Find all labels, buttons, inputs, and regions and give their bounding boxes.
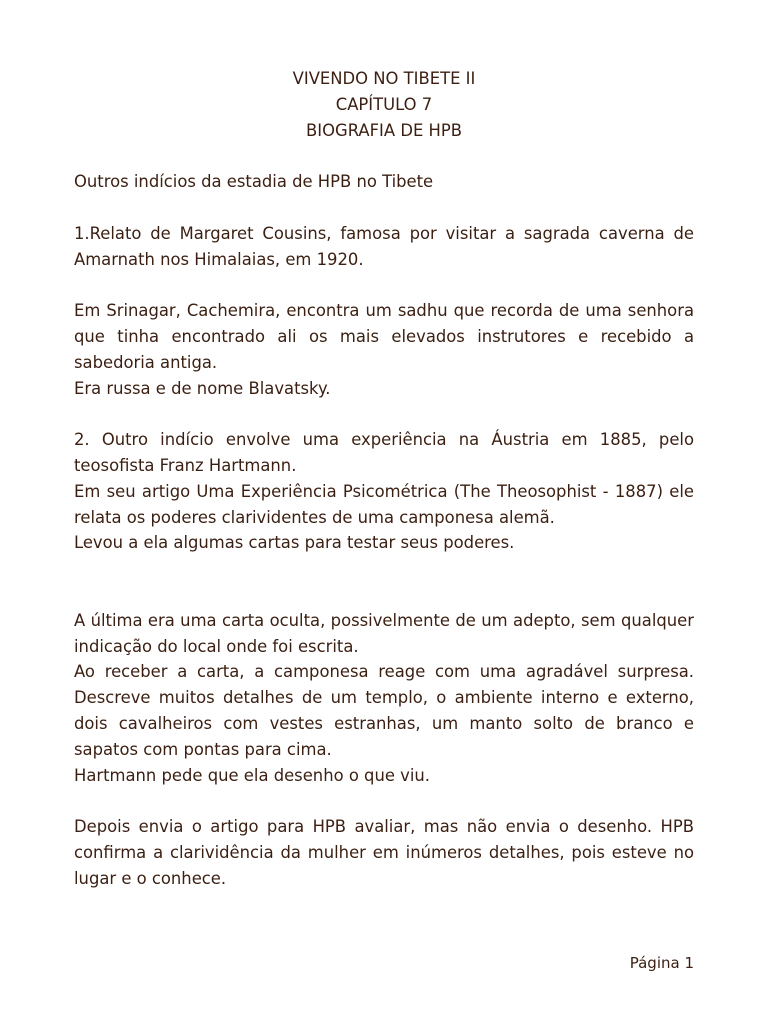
spacer [74, 401, 694, 427]
section-subtitle: Outros indícios da estadia de HPB no Tibete [74, 172, 434, 192]
chapter-number: CAPÍTULO 7 [335, 94, 433, 114]
paragraph-6: Levou a ela algumas cartas para testar seus poderes. [74, 533, 515, 553]
paragraph-9: Hartmann pede que ela desenho o que viu. [74, 765, 431, 785]
title-block [74, 66, 694, 143]
paragraph-10: Depois envia o artigo para HPB avaliar, mas não envia o desenho. HPB confirma a clarividência da mulher em inúmeros detalhes, pois esteve no lugar e o conhece. [74, 817, 694, 888]
spacer [74, 788, 694, 814]
paragraph-5: Em seu artigo Uma Experiência Psicométrica (The Theosophist - 1887) ele relata os poderes clarividentes de uma camponesa alemã. [74, 481, 694, 527]
paragraph-4: 2. Outro indício envolve uma experiência na Áustria em 1885, pelo teosofista Franz Hartmann. [74, 430, 694, 475]
paragraph-7: A última era uma carta oculta, possivelmente de um adepto, sem qualquer indicação do local onde foi escrita. [74, 610, 694, 656]
spacer [74, 195, 694, 221]
page-number: Página 1 [629, 954, 694, 972]
document-page [74, 66, 694, 892]
spacer [74, 556, 694, 608]
chapter-title: BIOGRAFIA DE HPB [306, 120, 462, 140]
paragraph-3: Era russa e de nome Blavatsky. [74, 378, 331, 398]
paragraph-1: 1.Relato de Margaret Cousins, famosa por visitar a sagrada caverna de Amarnath nos Himalaias, em 1920. [74, 223, 694, 269]
spacer [74, 272, 694, 298]
spacer [74, 143, 694, 169]
book-title: VIVENDO NO TIBETE II [292, 69, 476, 88]
paragraph-8: Ao receber a carta, a camponesa reage com uma agradável surpresa. Descreve muitos detalhes de um templo, o ambiente interno e externo, dois cavalheiros com vestes estranhas, um manto solto de branco e sapatos com pontas para cima. [74, 662, 694, 759]
paragraph-2: Em Srinagar, Cachemira, encontra um sadhu que recorda de uma senhora que tinha encontrado ali os mais elevados instrutores e recebido a sabedoria antiga. [74, 301, 694, 372]
